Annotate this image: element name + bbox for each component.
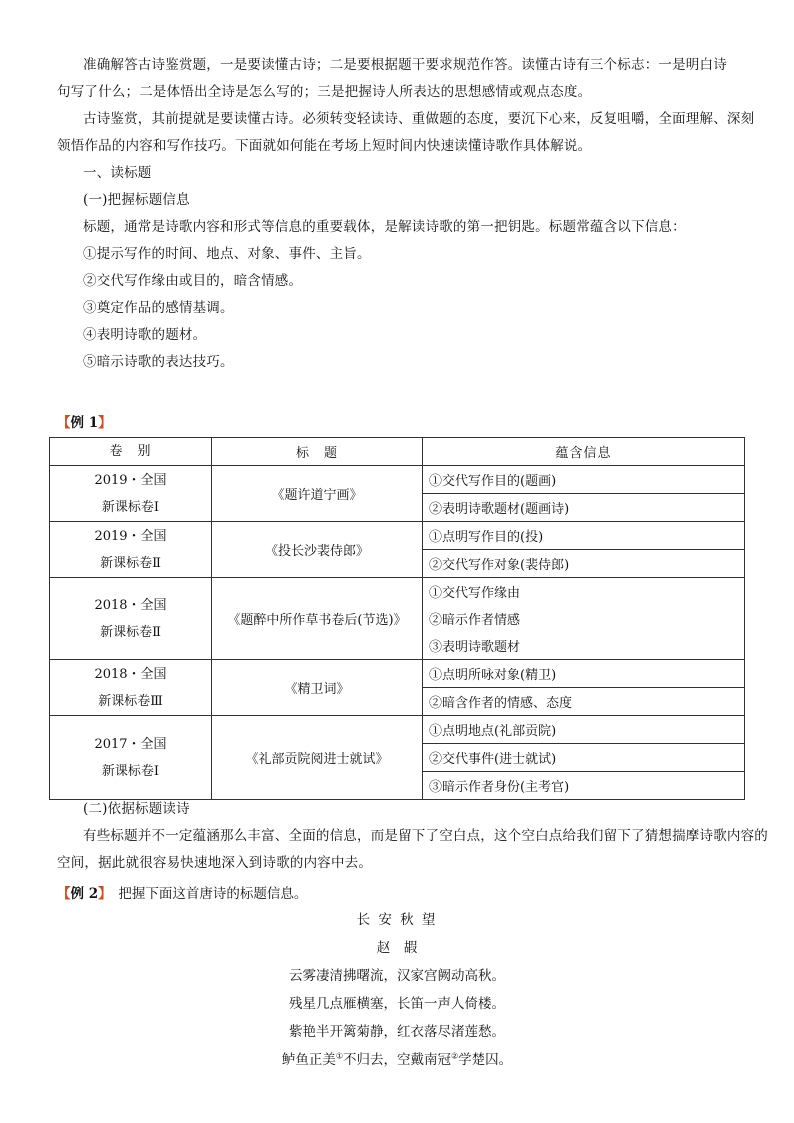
info-cell: ①点明地点(礼部贡院) [423, 716, 745, 744]
list-item: ①提示写作的时间、地点、对象、事件、主旨。 [83, 246, 371, 262]
info-cell: ②暗含作者的情感、态度 [423, 688, 745, 716]
poem-author: 赵 嘏 [376, 940, 418, 956]
poem-title-cell: 《精卫词》 [212, 660, 423, 716]
intro-paragraph-2-line-2: 领悟作品的内容和写作技巧。下面就如何能在考场上短时间内快速读懂诗歌作具体解说。 [57, 138, 592, 154]
volume-cell: 2018・全国 新课标卷Ⅱ [50, 578, 212, 660]
poem-title-cell: 《投长沙裴侍郎》 [212, 522, 423, 578]
column-header-title: 标 题 [212, 438, 423, 466]
table-row [50, 716, 745, 744]
volume-cell: 2019・全国 新课标卷Ⅰ [50, 466, 212, 522]
example-1-label: 【例 1】 [57, 415, 112, 431]
volume-cell: 2017・全国 新课标卷Ⅰ [50, 716, 212, 800]
intro-paragraph-1-line-1: 准确解答古诗鉴赏题，一是要读懂古诗；二是要根据题干要求规范作答。读懂古诗有三个标志：一是明白诗 [83, 57, 727, 73]
poem-line: 紫艳半开篱菊静，红衣落尽渚莲愁。 [289, 1024, 505, 1040]
subsection-heading-1: (一)把握标题信息 [83, 192, 190, 208]
column-header-volume: 卷 别 [50, 438, 212, 466]
footnote-marker: ① [335, 1051, 343, 1061]
subsection-2-line-2: 空间，据此就很容易快速地深入到诗歌的内容中去。 [57, 855, 373, 871]
list-item: ⑤暗示诗歌的表达技巧。 [83, 354, 234, 370]
intro-paragraph-1-line-2: 句写了什么；二是体悟出全诗是怎么写的；三是把握诗人所表达的思想感情或观点态度。 [57, 84, 592, 100]
volume-cell: 2019・全国 新课标卷Ⅱ [50, 522, 212, 578]
intro-paragraph-2-line-1: 古诗鉴赏，其前提就是要读懂古诗。必须转变轻读诗、重做题的态度，要沉下心来，反复咀嚼，全面理解、深刻 [83, 111, 755, 127]
info-cell: ①点明写作目的(投) [423, 522, 745, 550]
table-row [50, 578, 745, 606]
info-cell: ①交代写作缘由 [423, 578, 745, 606]
info-cell: ①点明所咏对象(精卫) [423, 660, 745, 688]
info-cell: ①交代写作目的(题画) [423, 466, 745, 494]
table-row [50, 660, 745, 688]
poem-line: 云雾凄清拂曙流，汉家宫阙动高秋。 [289, 968, 505, 984]
poem-title-cell: 《礼部贡院阅进士就试》 [212, 716, 423, 800]
title-info-table [49, 437, 745, 800]
info-cell: ③暗示作者身份(主考官) [423, 772, 745, 800]
subsection-2-line-1: 有些标题并不一定蕴涵那么丰富、全面的信息，而是留下了空白点，这个空白点给我们留下了猜想揣摩诗歌内容的 [83, 828, 768, 844]
example-2-label: 【例 2】 把握下面这首唐诗的标题信息。 [57, 886, 308, 902]
poem-title-cell: 《题醉中所作草书卷后(节选)》 [212, 578, 423, 660]
poem-line: 残星几点雁横塞，长笛一声人倚楼。 [289, 996, 505, 1012]
list-item: ③奠定作品的感情基调。 [83, 300, 234, 316]
info-cell: ②交代写作对象(裴侍郎) [423, 550, 745, 578]
footnote-marker: ② [451, 1051, 459, 1061]
list-item: ④表明诗歌的题材。 [83, 327, 207, 343]
poem-line-last: 鲈鱼正美①不归去，空戴南冠②学楚囚。 [281, 1051, 513, 1068]
poem-title-cell: 《题许道宁画》 [212, 466, 423, 522]
subsection-heading-2: (二)依据标题读诗 [83, 801, 190, 817]
info-cell: ②暗示作者情感 [423, 605, 745, 632]
section-heading: 一、读标题 [83, 165, 152, 181]
poem-title: 长 安 秋 望 [356, 912, 438, 928]
table-row [50, 522, 745, 550]
column-header-info: 蕴含信息 [423, 438, 745, 466]
table-header-row [50, 438, 745, 466]
info-cell: ②表明诗歌题材(题画诗) [423, 494, 745, 522]
section-description: 标题，通常是诗歌内容和形式等信息的重要载体，是解读诗歌的第一把钥匙。标题常蕴含以下信息： [83, 219, 686, 235]
example-2-prompt: 把握下面这首唐诗的标题信息。 [104, 886, 308, 902]
table-row [50, 466, 745, 494]
volume-cell: 2018・全国 新课标卷Ⅲ [50, 660, 212, 716]
info-cell: ②交代事件(进士就试) [423, 744, 745, 772]
list-item: ②交代写作缘由或目的，暗含情感。 [83, 273, 303, 289]
info-cell: ③表明诗歌题材 [423, 632, 745, 660]
